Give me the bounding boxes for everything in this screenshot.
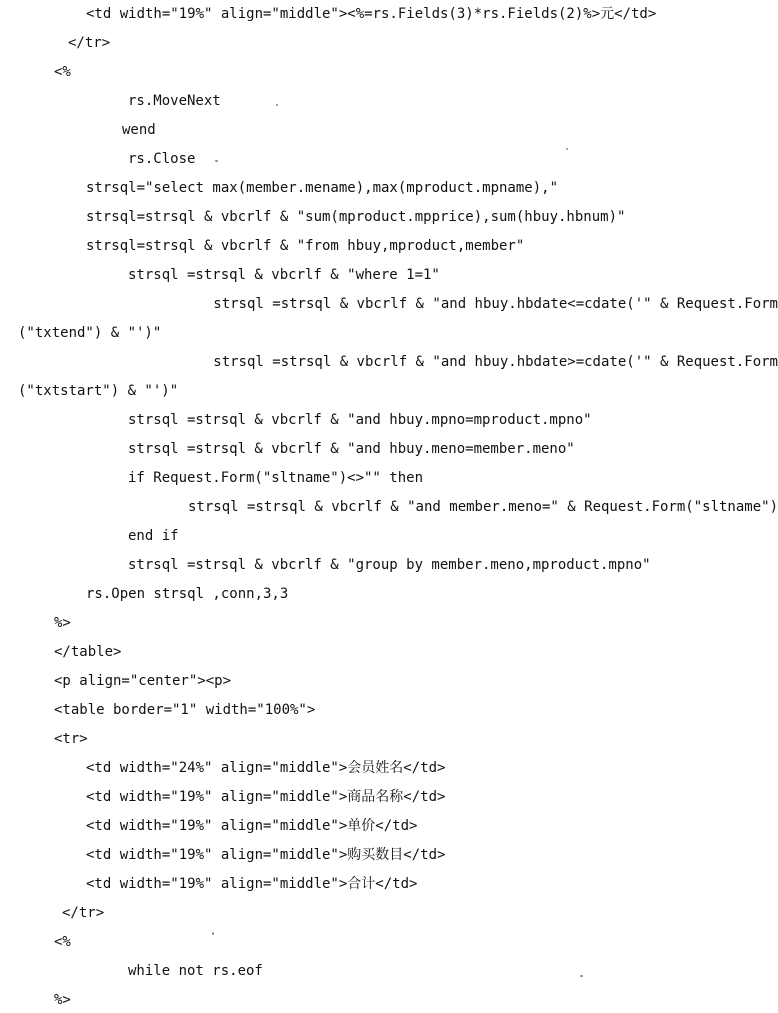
code-line: wend xyxy=(122,122,156,138)
code-line: ("txtstart") & "')" xyxy=(18,383,179,399)
code-line: ("txtend") & "')" xyxy=(18,325,162,341)
code-line: </tr> xyxy=(62,905,105,921)
code-line: strsql=strsql & vbcrlf & "sum(mproduct.mpprice),sum(hbuy.hbnum)" xyxy=(86,209,626,225)
code-line: <td width="24%" align="middle">会员姓名</td> xyxy=(86,760,446,776)
scan-speck xyxy=(276,104,278,106)
code-line: strsql =strsql & vbcrlf & "and hbuy.mpno=mproduct.mpno" xyxy=(128,412,592,428)
code-line: strsql="select max(member.mename),max(mproduct.mpname)," xyxy=(86,180,559,196)
code-line: </tr> xyxy=(68,35,111,51)
code-line: rs.Close xyxy=(128,151,196,167)
code-line: <p align="center"><p> xyxy=(54,673,232,689)
code-line: <tr> xyxy=(54,731,88,747)
code-line: strsql =strsql & vbcrlf & "and member.meno=" & Request.Form("sltname") xyxy=(187,499,778,515)
code-line: rs.MoveNext xyxy=(128,93,221,109)
code-line: <td width="19%" align="middle">购买数目</td> xyxy=(86,847,446,863)
code-line: </table> xyxy=(54,644,122,660)
code-line: %> xyxy=(54,615,71,631)
code-line: strsql =strsql & vbcrlf & "and hbuy.hbdate>=cdate('" & Request.Form xyxy=(213,354,778,370)
code-line: while not rs.eof xyxy=(128,963,263,979)
code-line: <% xyxy=(54,934,71,950)
code-line: strsql =strsql & vbcrlf & "where 1=1" xyxy=(128,267,440,283)
code-line: if Request.Form("sltname")<>"" then xyxy=(128,470,424,486)
code-line: %> xyxy=(54,992,71,1008)
code-line: <td width="19%" align="middle"><%=rs.Fields(3)*rs.Fields(2)%>元</td> xyxy=(86,6,657,22)
code-line: <table border="1" width="100%"> xyxy=(54,702,316,718)
scan-speck xyxy=(580,975,583,977)
code-line: <% xyxy=(54,64,71,80)
code-line: strsql =strsql & vbcrlf & "and hbuy.hbdate<=cdate('" & Request.Form xyxy=(213,296,778,312)
code-line: strsql =strsql & vbcrlf & "group by member.meno,mproduct.mpno" xyxy=(128,557,651,573)
code-line: <td width="19%" align="middle">单价</td> xyxy=(86,818,418,834)
code-line: <td width="19%" align="middle">合计</td> xyxy=(86,876,418,892)
code-line: strsql =strsql & vbcrlf & "and hbuy.meno=member.meno" xyxy=(128,441,575,457)
code-line: <td width="19%" align="middle">商品名称</td> xyxy=(86,789,446,805)
code-line: rs.Open strsql ,conn,3,3 xyxy=(86,586,289,602)
code-line: end if xyxy=(128,528,179,544)
scan-speck xyxy=(566,148,568,150)
scan-speck xyxy=(215,160,218,162)
scan-speck xyxy=(212,932,214,935)
code-line: strsql=strsql & vbcrlf & "from hbuy,mproduct,member" xyxy=(86,238,525,254)
